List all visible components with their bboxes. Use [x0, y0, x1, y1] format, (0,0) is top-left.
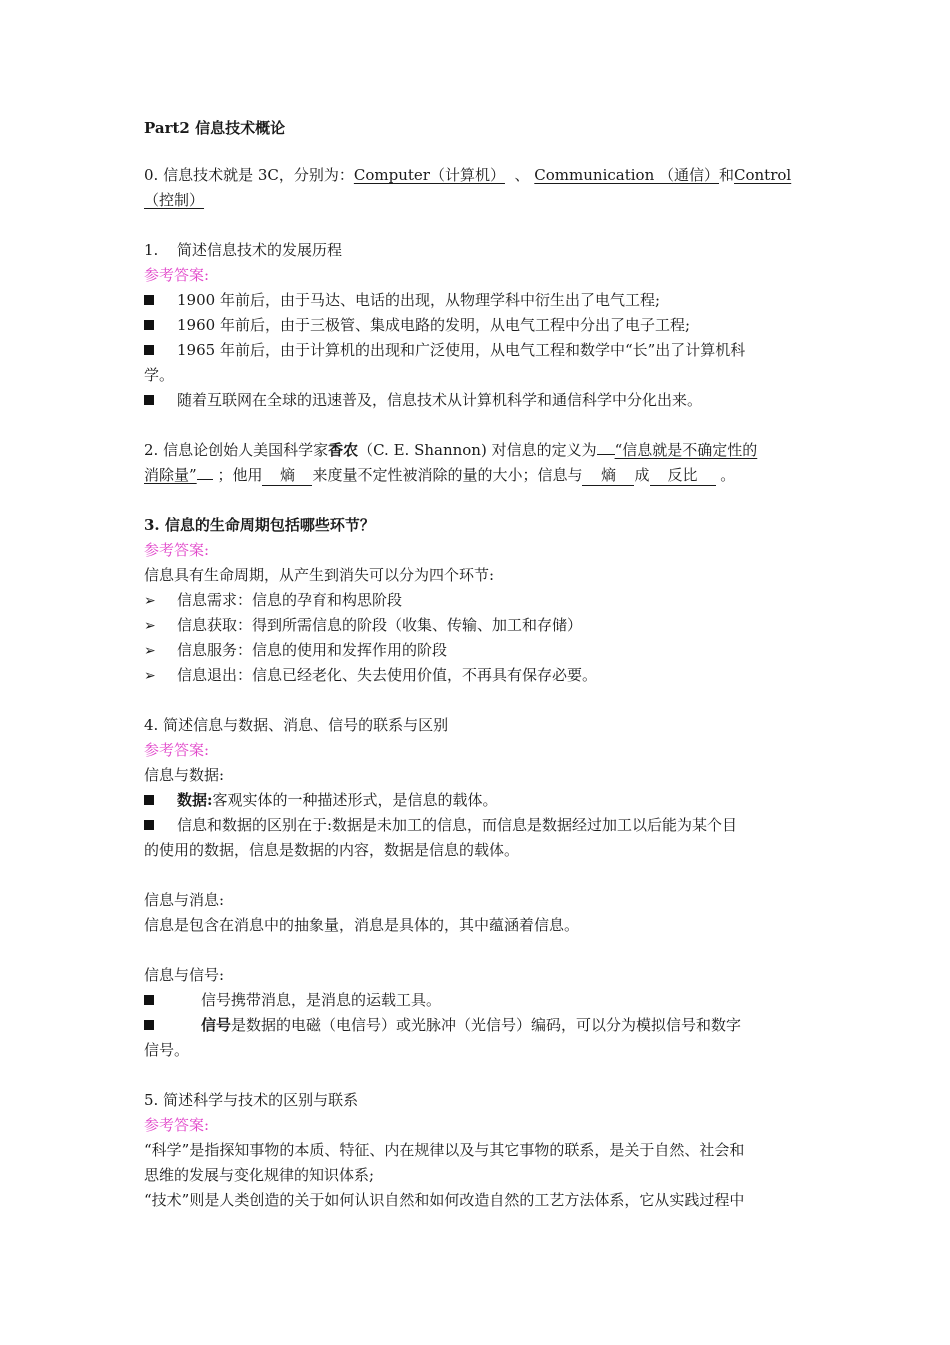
- list-item: [144, 1013, 808, 1038]
- q1-block: [144, 238, 808, 413]
- list-item: [144, 313, 808, 338]
- list-item-text: 信号携带消息，是消息的运载工具。: [201, 991, 442, 1009]
- page-title: Part2 信息技术概论: [144, 119, 286, 137]
- document-page: [144, 110, 808, 1213]
- q3-intro: 信息具有生命周期，从产生到消失可以分为四个环节:: [144, 566, 495, 584]
- arrow-bullet-icon: ➢: [144, 668, 156, 684]
- square-bullet-icon: [144, 320, 154, 330]
- list-item: [144, 613, 808, 638]
- q5-paragraph-line: 思维的发展与变化规律的知识体系;: [144, 1166, 375, 1184]
- q2-text: 。: [720, 466, 736, 484]
- list-item: [144, 588, 808, 613]
- list-item-text: 1965 年前后，由于计算机的出现和广泛使用，从电气工程和数学中“长”出了计算机科: [177, 341, 746, 359]
- list-item: [144, 988, 808, 1013]
- square-bullet-icon: [144, 295, 154, 305]
- q2-text: （C. E. Shannon) 对信息的定义为: [358, 441, 597, 459]
- square-bullet-icon: [144, 345, 154, 355]
- q2-blank-inverse: 反比: [650, 465, 716, 486]
- list-item: [144, 288, 808, 313]
- q0-answer-computer: Computer（计算机）: [353, 166, 505, 184]
- list-item: [144, 788, 808, 813]
- arrow-bullet-icon: ➢: [144, 643, 156, 659]
- q5-question: 5. 简述科学与技术的区别与联系: [144, 1091, 359, 1109]
- q2-text: 来度量不定性被消除的量的大小；信息与: [312, 466, 583, 484]
- list-item-text: 是数据的电磁（电信号）或光脉冲（光信号）编码，可以分为模拟信号和数字: [231, 1016, 742, 1034]
- list-item-text: 信息服务：信息的使用和发挥作用的阶段: [177, 641, 448, 659]
- q0-sep1: 、: [514, 166, 530, 184]
- q4-block: [144, 713, 808, 1063]
- square-bullet-icon: [144, 795, 154, 805]
- square-bullet-icon: [144, 995, 154, 1005]
- q3-answer-label: 参考答案:: [144, 541, 210, 559]
- square-bullet-icon: [144, 1020, 154, 1030]
- list-item: [144, 813, 808, 838]
- q0-answer-communication: Communication （通信）: [534, 166, 719, 184]
- q2-text: 成: [634, 466, 650, 484]
- q5-block: [144, 1088, 808, 1213]
- q0-prefix: 0. 信息技术就是 3C，分别为：: [144, 166, 354, 184]
- list-item-text: 1960 年前后，由于三极管、集成电路的发明，从电气工程中分出了电子工程;: [177, 316, 690, 334]
- q3-block: [144, 513, 808, 688]
- list-item: [144, 388, 808, 413]
- arrow-bullet-icon: ➢: [144, 593, 156, 609]
- list-item-continuation: 学。: [144, 366, 175, 384]
- q4-data-term: 数据:: [177, 791, 213, 809]
- q1-question-text: 简述信息技术的发展历程: [177, 241, 343, 259]
- square-bullet-icon: [144, 395, 154, 405]
- list-item-continuation: 的使用的数据，信息是数据的内容，数据是信息的载体。: [144, 841, 520, 859]
- q4-question: 4. 简述信息与数据、消息、信号的联系与区别: [144, 716, 449, 734]
- list-item: [144, 638, 808, 663]
- list-item-text: 1900 年前后，由于马达、电话的出现，从物理学科中衍生出了电气工程;: [177, 291, 660, 309]
- q1-number: 1.: [144, 241, 159, 259]
- q2-definition-end: 消除量”: [144, 466, 197, 484]
- list-item: [144, 663, 808, 688]
- q4-message-text: 信息是包含在消息中的抽象量，消息是具体的，其中蕴涵着信息。: [144, 916, 580, 934]
- q2-line1: [144, 438, 808, 463]
- q2-line2: [144, 463, 808, 488]
- list-item-text: 信息获取：得到所需信息的阶段（收集、传输、加工和存储）: [177, 616, 583, 634]
- q0-sep2: 和: [719, 166, 735, 184]
- list-item-continuation: 信号。: [144, 1041, 190, 1059]
- q2-blank-entropy2: 熵: [582, 465, 634, 486]
- q0-line: [144, 163, 808, 188]
- q1-answer-label: 参考答案:: [144, 266, 210, 284]
- q0-answer-control: Control: [734, 166, 792, 184]
- q0-answer-control-cn: （控制）: [144, 191, 205, 209]
- q1-question: [144, 238, 808, 263]
- list-item-text: 信息和数据的区别在于:数据是未加工的信息，而信息是数据经过加工以后能为某个目: [177, 816, 738, 834]
- q3-question: 3. 信息的生命周期包括哪些环节？: [144, 516, 375, 534]
- q2-blank-entropy: 熵: [262, 465, 312, 486]
- q4-data-heading: 信息与数据:: [144, 766, 225, 784]
- list-item-text: 客观实体的一种描述形式，是信息的载体。: [212, 791, 498, 809]
- q5-answer-label: 参考答案:: [144, 1116, 210, 1134]
- q5-paragraph-line: “技术”则是人类创造的关于如何认识自然和如何改造自然的工艺方法体系，它从实践过程中: [144, 1191, 745, 1209]
- q5-paragraph-line: “科学”是指探知事物的本质、特征、内在规律以及与其它事物的联系，是关于自然、社会和: [144, 1141, 745, 1159]
- q2-definition: “信息就是不确定性的: [614, 441, 758, 459]
- q4-signal-term: 信号: [201, 1016, 232, 1034]
- square-bullet-icon: [144, 820, 154, 830]
- q4-message-heading: 信息与消息:: [144, 891, 225, 909]
- q4-answer-label: 参考答案:: [144, 741, 210, 759]
- q2-shannon-name: 香农: [328, 441, 359, 459]
- q4-signal-heading: 信息与信号:: [144, 966, 225, 984]
- q2-text: 2. 信息论创始人美国科学家: [144, 441, 329, 459]
- list-item-text: 信息需求：信息的孕育和构思阶段: [177, 591, 403, 609]
- list-item-text: 随着互联网在全球的迅速普及，信息技术从计算机科学和通信科学中分化出来。: [177, 391, 703, 409]
- q2-text: ；他用: [217, 466, 263, 484]
- list-item: [144, 338, 808, 363]
- q0-block: [144, 163, 808, 213]
- arrow-bullet-icon: ➢: [144, 618, 156, 634]
- q0-line2: [144, 188, 808, 213]
- q2-block: [144, 438, 808, 488]
- list-item-text: 信息退出：信息已经老化、失去使用价值，不再具有保存必要。: [177, 666, 598, 684]
